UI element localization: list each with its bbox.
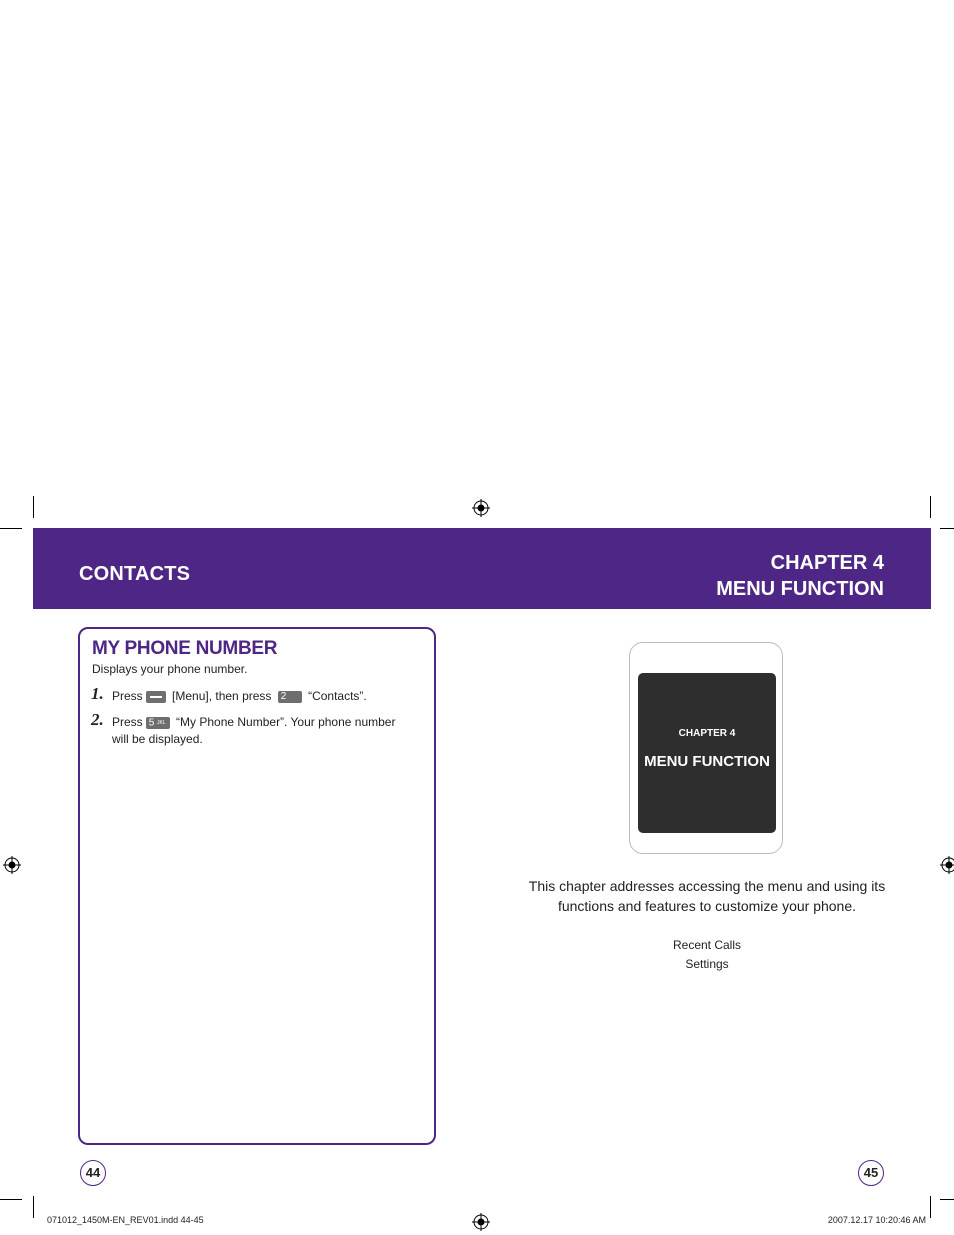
menu-list-item: Settings [685, 957, 729, 971]
screen-title: MENU FUNCTION [644, 753, 770, 770]
left-soft-key-icon [146, 691, 166, 703]
step-number: 1. [91, 684, 104, 703]
crop-mark [0, 528, 22, 529]
crop-mark [930, 496, 931, 518]
menu-list [607, 936, 807, 974]
screen-chapter-label: CHAPTER 4 [678, 728, 736, 739]
crop-mark [940, 1199, 954, 1200]
section-title: MY PHONE NUMBER [92, 638, 278, 659]
intro-line: This chapter addresses accessing the menu and using its [528, 878, 886, 894]
step-press-text: Press [112, 715, 143, 729]
registration-mark-icon [940, 856, 954, 874]
crop-mark [33, 496, 34, 518]
registration-mark-icon [3, 856, 21, 874]
step-text [112, 688, 402, 712]
slug-timestamp: 2007.12.17 10:20:46 AM [827, 1215, 926, 1225]
section-header-title: CONTACTS [79, 563, 191, 585]
crop-mark [930, 1196, 931, 1218]
chapter-number: CHAPTER 4 [770, 552, 884, 574]
crop-mark [33, 1196, 34, 1218]
page-number-left: 44 [80, 1160, 106, 1186]
step-press-text: Press [112, 689, 143, 703]
step-text [112, 714, 402, 748]
chapter-intro [527, 876, 887, 916]
intro-line: functions and features to customize your phone. [557, 898, 857, 914]
section-description: Displays your phone number. [92, 662, 248, 676]
step-end-text: “Contacts”. [304, 689, 367, 703]
step-number: 2. [91, 710, 104, 729]
slug-filename: 071012_1450M-EN_REV01.indd 44-45 [47, 1215, 204, 1225]
crop-mark [0, 1199, 22, 1200]
chapter-title: MENU FUNCTION [716, 578, 884, 600]
step-end-text: “My Phone Number”. Your phone number will be displayed. [112, 715, 396, 746]
key-5-icon: 5 JKL [146, 717, 170, 729]
registration-mark-icon [472, 499, 490, 517]
chapter-header [716, 550, 884, 602]
page-number-right: 45 [858, 1160, 884, 1186]
step-middle-text: [Menu], then press [168, 689, 275, 703]
menu-list-item: Recent Calls [672, 938, 742, 952]
crop-mark [940, 528, 954, 529]
key-2-icon: 2 ABC [278, 691, 302, 703]
registration-mark-icon [472, 1213, 490, 1231]
